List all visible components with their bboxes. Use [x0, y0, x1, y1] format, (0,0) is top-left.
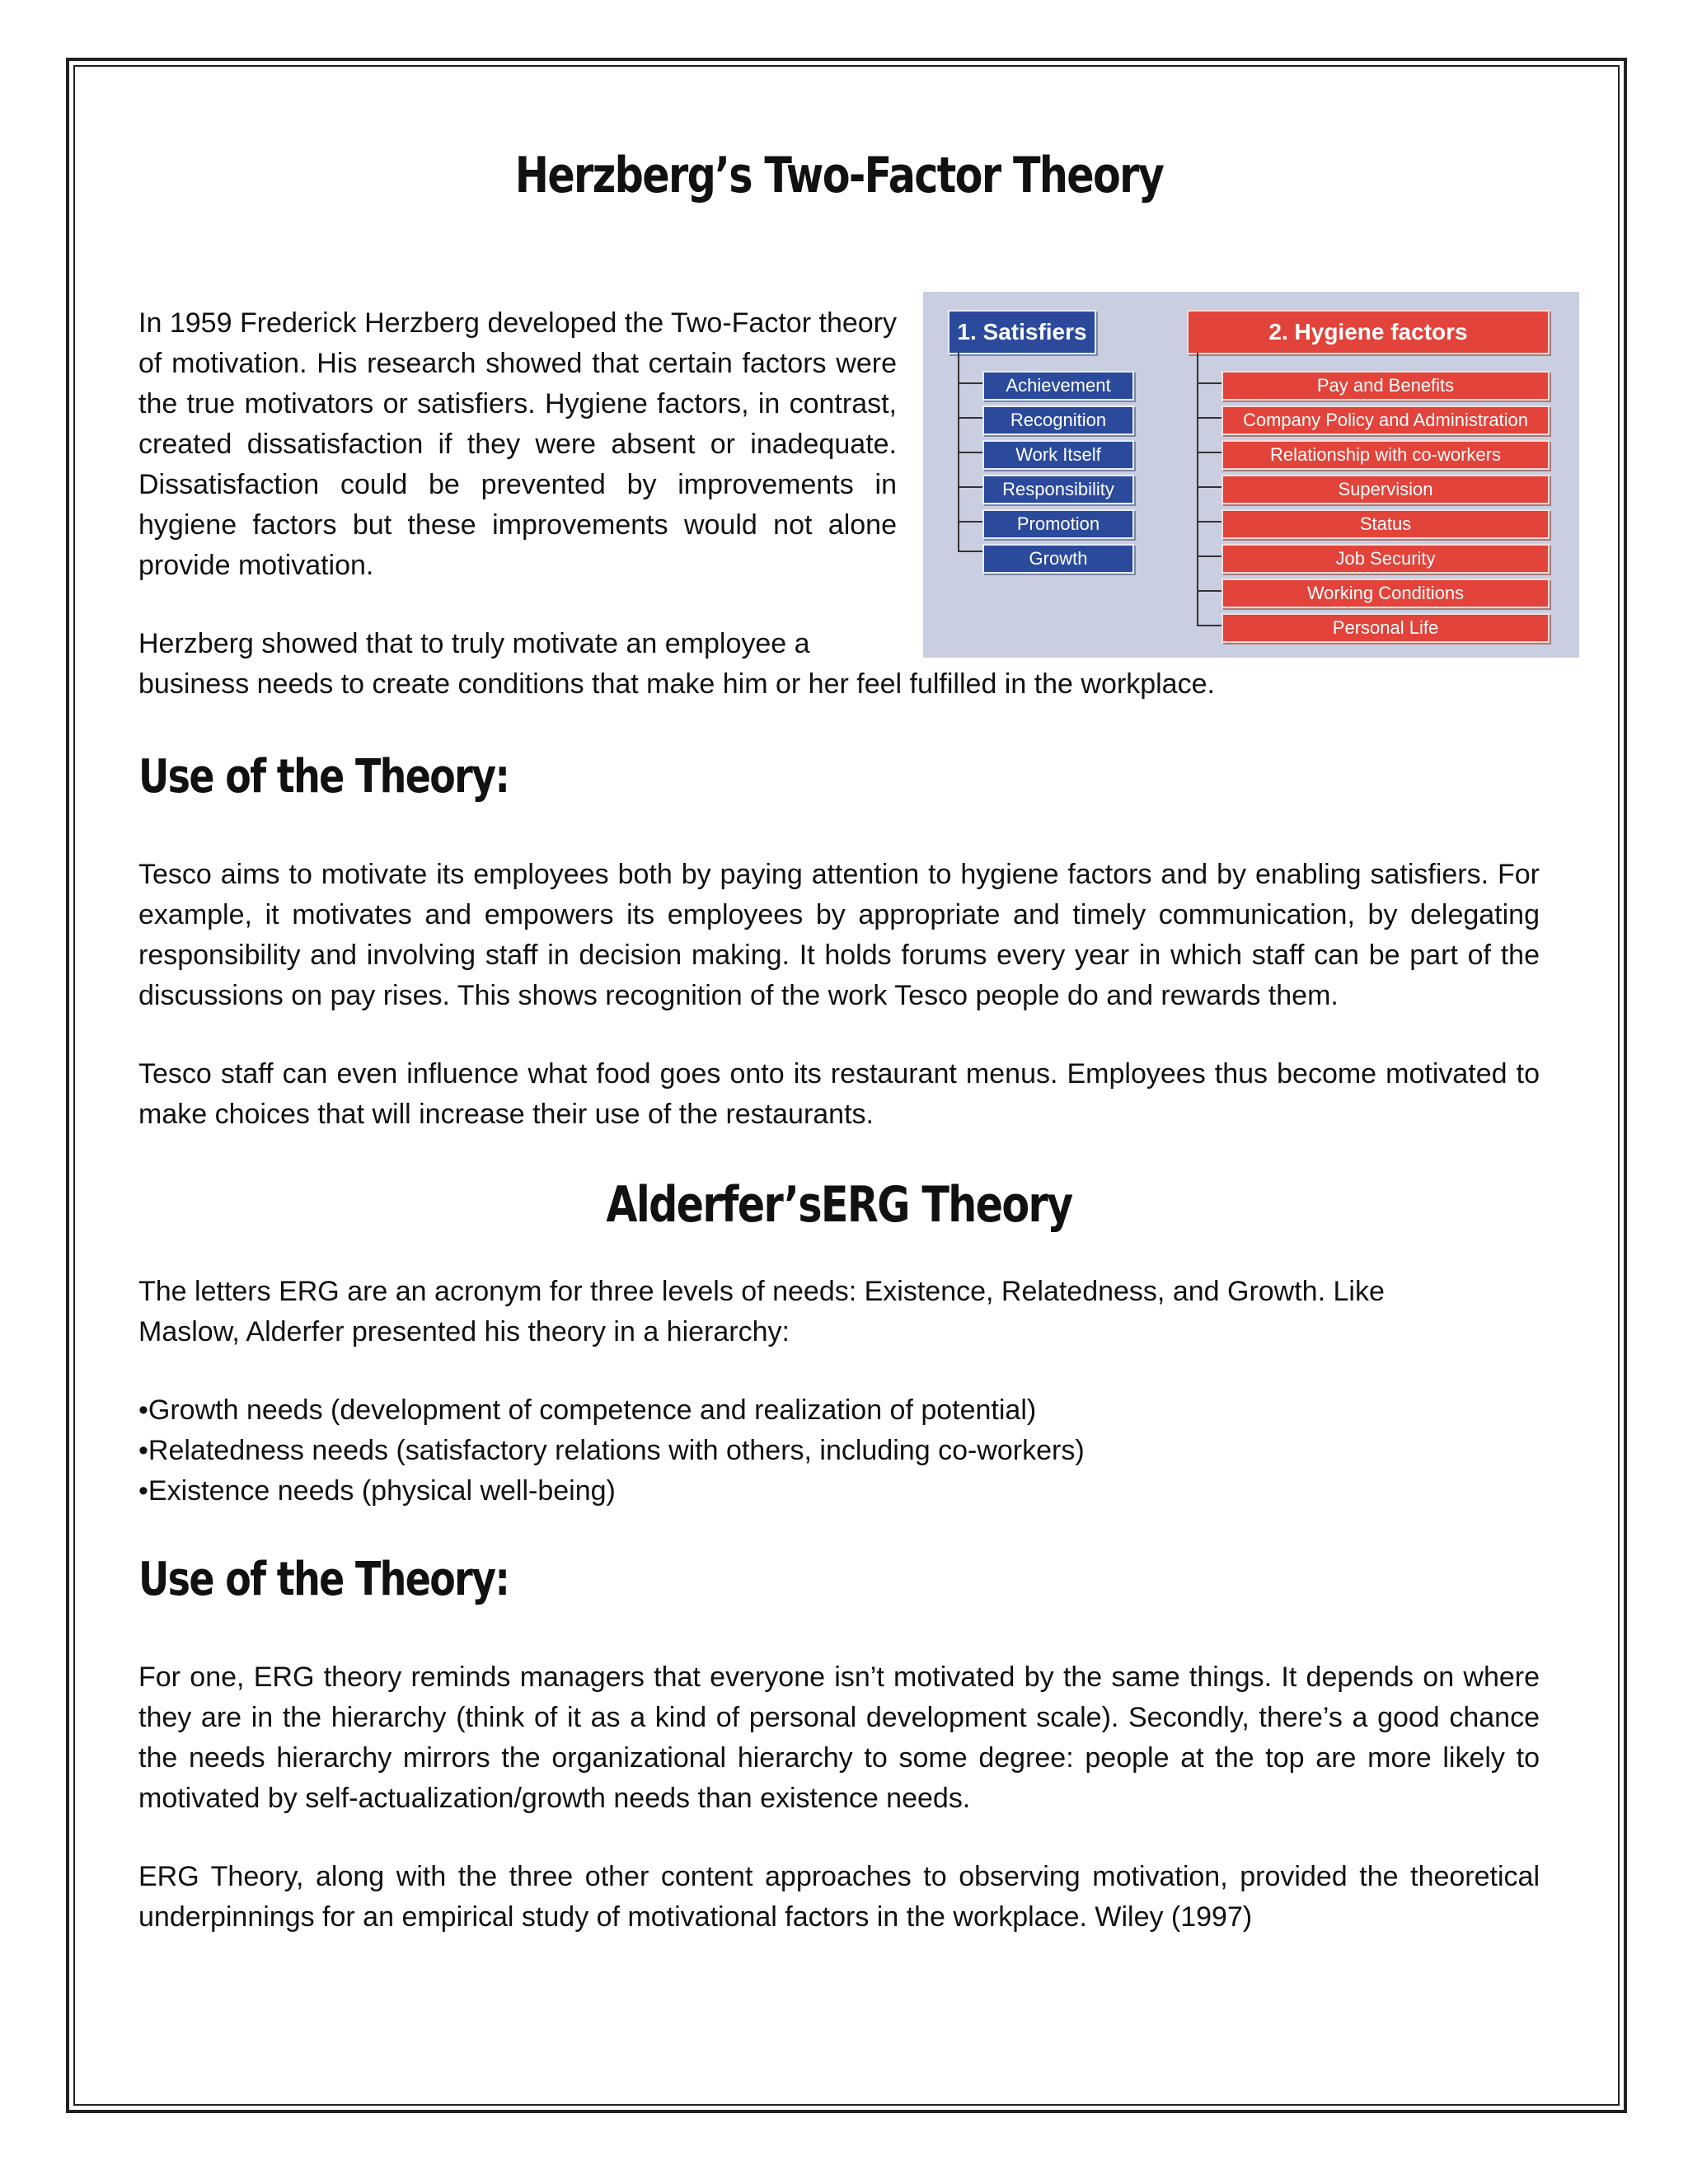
satisfier-responsibility: Responsibility: [982, 475, 1134, 504]
hygiene-relationship-coworkers: Relationship with co-workers: [1221, 440, 1550, 470]
herzberg-title: Herzberg’s Two-Factor Theory: [514, 147, 1164, 204]
hygiene-status: Status: [1221, 509, 1550, 539]
two-factor-diagram: [923, 292, 1579, 658]
hygiene-company-policy: Company Policy and Administration: [1221, 405, 1550, 435]
hygiene-personal-life: Personal Life: [1221, 613, 1550, 643]
use-of-theory-heading-1: Use of the Theory:: [138, 750, 509, 804]
satisfier-recognition: Recognition: [982, 405, 1134, 435]
herzberg-paragraph-2-line2: business needs to create conditions that make him or her feel fulfilled in the workplace.: [138, 668, 1215, 700]
erg-paragraph-line2: Maslow, Alderfer presented his theory in a hierarchy:: [138, 1316, 790, 1347]
list-item: • Existence needs (physical well-being): [138, 1471, 1540, 1511]
tesco-paragraph-2: Tesco staff can even influence what food goes onto its restaurant menus. Employees thus become motivated to make choices that will increase their use of the restaurants.: [138, 1058, 1540, 1130]
satisfier-growth: Growth: [982, 544, 1134, 574]
alderfer-title: Alderfer’sERG Theory: [606, 1176, 1072, 1234]
satisfier-promotion: Promotion: [982, 509, 1134, 539]
hygiene-pay-and-benefits: Pay and Benefits: [1221, 371, 1550, 401]
use-of-theory-heading-2: Use of the Theory:: [138, 1553, 509, 1606]
erg-use-paragraph-2: ERG Theory, along with the three other content approaches to observing motivation, provided the theoretical underpinnings for an empirical study of motivational factors in the workplace. Wiley (1997): [138, 1861, 1540, 1933]
erg-needs-list: [138, 1390, 1540, 1511]
herzberg-paragraph-1: In 1959 Frederick Herzberg developed the Two-Factor theory of motivation. His research showed that certain factors were the true motivators or satisfiers. Hygiene factors, in contrast, created dissatisfaction if they were absent or inadequate. Dissatisfaction could be prevented by improvements in hygiene factors but these improvements would not alone provide motivation.: [138, 307, 897, 581]
herzberg-paragraph-2-line1: Herzberg showed that to truly motivate an employee a: [138, 628, 810, 659]
erg-paragraph-line1: The letters ERG are an acronym for three levels of needs: Existence, Relatedness, and Growth. Like: [138, 1276, 1385, 1307]
tesco-paragraph-1: Tesco aims to motivate its employees both by paying attention to hygiene factors and by enabling satisfiers. For example, it motivates and empowers its employees by appropriate and timely communication, by delegating responsibility and involving staff in decision making. It holds forums every year in which staff can be part of the discussions on pay rises. This shows recognition of the work Tesco people do and rewards them.: [138, 859, 1540, 1011]
hygiene-job-security: Job Security: [1221, 544, 1550, 574]
hygiene-working-conditions: Working Conditions: [1221, 579, 1550, 608]
satisfiers-header: 1. Satisfiers: [948, 310, 1096, 354]
list-item: • Relatedness needs (satisfactory relations with others, including co-workers): [138, 1431, 1540, 1471]
hygiene-header: 2. Hygiene factors: [1187, 310, 1550, 354]
satisfier-achievement: Achievement: [982, 371, 1134, 401]
erg-use-paragraph-1: For one, ERG theory reminds managers that everyone isn’t motivated by the same things. It depends on where they are in the hierarchy (think of it as a kind of personal development scale). Secondly, there’s a good chance the needs hierarchy mirrors the organizational hierarchy to some degree: people at the top are more likely to motivated by self-actualization/growth needs than existence needs.: [138, 1661, 1540, 1814]
hygiene-connector: [1197, 353, 1198, 625]
satisfier-work-itself: Work Itself: [982, 440, 1134, 470]
list-item: • Growth needs (development of competence and realization of potential): [138, 1390, 1540, 1431]
hygiene-supervision: Supervision: [1221, 475, 1550, 504]
